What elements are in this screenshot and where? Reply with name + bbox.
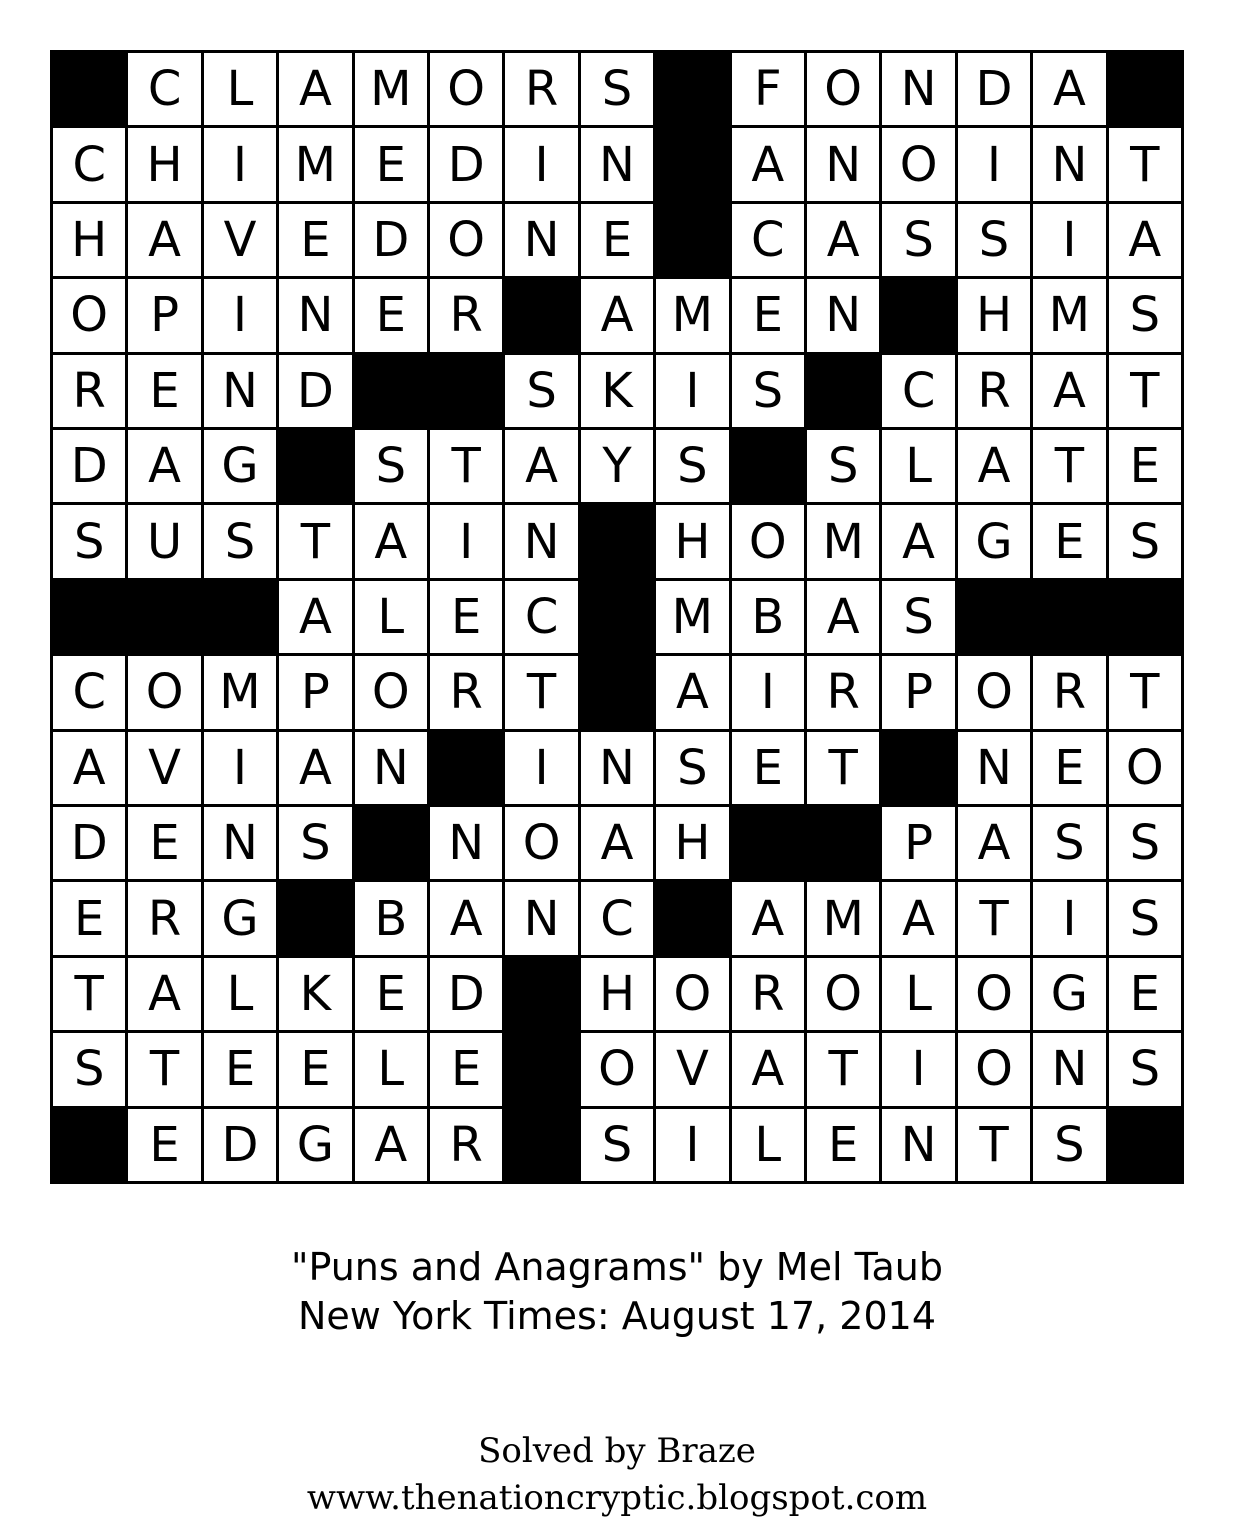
grid-cell[interactable]: I [882, 1033, 954, 1105]
grid-cell[interactable]: P [882, 656, 954, 728]
grid-cell[interactable]: T [958, 1109, 1030, 1181]
grid-cell[interactable]: R [505, 53, 577, 125]
grid-cell[interactable]: N [882, 1109, 954, 1181]
grid-block [656, 882, 728, 954]
grid-block [279, 882, 351, 954]
grid-cell[interactable]: N [581, 732, 653, 804]
grid-cell[interactable]: D [204, 1109, 276, 1181]
grid-cell[interactable]: I [1033, 204, 1105, 276]
grid-cell[interactable]: N [505, 204, 577, 276]
grid-cell[interactable]: A [505, 430, 577, 502]
grid-cell[interactable]: L [732, 1109, 804, 1181]
crossword-grid-container [50, 50, 1184, 1184]
grid-cell[interactable]: O [958, 656, 1030, 728]
grid-block [581, 656, 653, 728]
grid-cell[interactable]: T [807, 732, 879, 804]
grid-cell[interactable]: E [128, 355, 200, 427]
grid-cell[interactable]: O [882, 128, 954, 200]
grid-block [656, 128, 728, 200]
grid-cell[interactable]: M [807, 882, 879, 954]
grid-cell[interactable]: E [1109, 958, 1181, 1030]
grid-cell[interactable]: R [1033, 656, 1105, 728]
grid-cell[interactable]: N [355, 732, 427, 804]
grid-cell[interactable]: A [732, 128, 804, 200]
grid-cell[interactable]: E [53, 882, 125, 954]
grid-cell[interactable]: M [656, 279, 728, 351]
grid-cell[interactable]: D [53, 430, 125, 502]
grid-cell[interactable]: T [958, 882, 1030, 954]
grid-cell[interactable]: E [204, 1033, 276, 1105]
grid-cell[interactable]: T [128, 1033, 200, 1105]
grid-cell[interactable]: O [807, 958, 879, 1030]
grid-cell[interactable]: O [958, 1033, 1030, 1105]
grid-cell[interactable]: D [53, 807, 125, 879]
grid-cell[interactable]: O [958, 958, 1030, 1030]
grid-cell[interactable]: O [581, 1033, 653, 1105]
grid-block [204, 581, 276, 653]
grid-cell[interactable]: R [732, 958, 804, 1030]
grid-cell[interactable]: N [204, 807, 276, 879]
grid-cell[interactable]: B [355, 882, 427, 954]
grid-cell[interactable]: S [355, 430, 427, 502]
grid-cell[interactable]: A [355, 505, 427, 577]
grid-block [732, 430, 804, 502]
puzzle-title: "Puns and Anagrams" by Mel Taub [290, 1245, 943, 1289]
grid-cell[interactable]: R [430, 279, 502, 351]
grid-cell[interactable]: E [1033, 732, 1105, 804]
grid-cell[interactable]: D [958, 53, 1030, 125]
solver-credit: Solved by Braze [478, 1431, 756, 1471]
grid-cell[interactable]: T [1033, 430, 1105, 502]
grid-cell[interactable]: S [882, 581, 954, 653]
grid-cell[interactable]: N [430, 807, 502, 879]
grid-cell[interactable]: M [355, 53, 427, 125]
grid-cell[interactable]: E [1033, 505, 1105, 577]
grid-cell[interactable]: K [581, 355, 653, 427]
grid-block [355, 807, 427, 879]
grid-cell[interactable]: C [128, 53, 200, 125]
grid-cell[interactable]: S [1109, 807, 1181, 879]
grid-cell[interactable]: S [807, 430, 879, 502]
grid-cell[interactable]: I [656, 1109, 728, 1181]
grid-cell[interactable]: S [505, 355, 577, 427]
grid-block [1109, 1109, 1181, 1181]
grid-cell[interactable]: Y [581, 430, 653, 502]
grid-cell[interactable]: R [53, 355, 125, 427]
grid-cell[interactable]: A [732, 882, 804, 954]
grid-block [53, 581, 125, 653]
grid-cell[interactable]: H [128, 128, 200, 200]
grid-cell[interactable]: S [581, 53, 653, 125]
grid-block [1109, 53, 1181, 125]
grid-cell[interactable]: O [128, 656, 200, 728]
grid-cell[interactable]: T [1109, 128, 1181, 200]
grid-cell[interactable]: E [807, 1109, 879, 1181]
grid-cell[interactable]: A [656, 656, 728, 728]
grid-cell[interactable]: A [958, 430, 1030, 502]
grid-cell[interactable]: T [279, 505, 351, 577]
grid-block [807, 355, 879, 427]
grid-cell[interactable]: A [958, 807, 1030, 879]
grid-cell[interactable]: E [355, 128, 427, 200]
grid-cell[interactable]: A [1109, 204, 1181, 276]
grid-cell[interactable]: M [279, 128, 351, 200]
grid-cell[interactable]: R [807, 656, 879, 728]
grid-cell[interactable]: N [505, 882, 577, 954]
grid-cell[interactable]: E [732, 279, 804, 351]
grid-block [430, 355, 502, 427]
grid-cell[interactable]: E [279, 204, 351, 276]
grid-cell[interactable]: T [505, 656, 577, 728]
grid-cell[interactable]: L [355, 581, 427, 653]
grid-cell[interactable]: G [204, 430, 276, 502]
grid-block [882, 279, 954, 351]
grid-cell[interactable]: E [430, 1033, 502, 1105]
grid-cell[interactable]: A [807, 204, 879, 276]
grid-block [53, 53, 125, 125]
grid-cell[interactable]: N [279, 279, 351, 351]
grid-cell[interactable]: C [882, 355, 954, 427]
grid-cell[interactable]: O [656, 958, 728, 1030]
crossword-grid[interactable] [53, 53, 1181, 1181]
grid-cell[interactable]: O [355, 656, 427, 728]
grid-cell[interactable]: L [204, 958, 276, 1030]
grid-cell[interactable]: L [204, 53, 276, 125]
grid-block [1109, 581, 1181, 653]
grid-cell[interactable]: O [807, 53, 879, 125]
grid-cell[interactable]: A [279, 581, 351, 653]
grid-block [505, 958, 577, 1030]
grid-block [732, 807, 804, 879]
grid-cell[interactable]: M [204, 656, 276, 728]
grid-cell[interactable]: N [1033, 128, 1105, 200]
grid-cell[interactable]: L [882, 430, 954, 502]
grid-cell[interactable]: R [128, 882, 200, 954]
grid-cell[interactable]: A [581, 807, 653, 879]
grid-cell[interactable]: N [505, 505, 577, 577]
grid-cell[interactable]: O [505, 807, 577, 879]
grid-cell[interactable]: V [656, 1033, 728, 1105]
grid-cell[interactable]: A [807, 581, 879, 653]
grid-cell[interactable]: S [1109, 279, 1181, 351]
grid-cell[interactable]: N [807, 128, 879, 200]
grid-cell[interactable]: E [430, 581, 502, 653]
grid-cell[interactable]: A [355, 1109, 427, 1181]
grid-cell[interactable]: G [958, 505, 1030, 577]
grid-cell[interactable]: N [807, 279, 879, 351]
grid-cell[interactable]: H [656, 505, 728, 577]
grid-cell[interactable]: A [581, 279, 653, 351]
grid-cell[interactable]: A [279, 732, 351, 804]
grid-block [355, 355, 427, 427]
grid-block [882, 732, 954, 804]
grid-cell[interactable]: C [505, 581, 577, 653]
grid-cell[interactable]: N [958, 732, 1030, 804]
grid-cell[interactable]: O [430, 53, 502, 125]
grid-cell[interactable]: M [1033, 279, 1105, 351]
grid-cell[interactable]: A [1033, 53, 1105, 125]
grid-cell[interactable]: H [958, 279, 1030, 351]
grid-block [505, 279, 577, 351]
grid-cell[interactable]: T [807, 1033, 879, 1105]
grid-cell[interactable]: A [882, 882, 954, 954]
grid-cell[interactable]: S [204, 505, 276, 577]
grid-cell[interactable]: O [1109, 732, 1181, 804]
grid-cell[interactable]: V [128, 732, 200, 804]
grid-block [656, 204, 728, 276]
grid-cell[interactable]: O [732, 505, 804, 577]
grid-cell[interactable]: N [882, 53, 954, 125]
grid-cell[interactable]: B [732, 581, 804, 653]
grid-cell[interactable]: A [279, 53, 351, 125]
grid-cell[interactable]: G [279, 1109, 351, 1181]
grid-cell[interactable]: F [732, 53, 804, 125]
grid-cell[interactable]: H [53, 204, 125, 276]
grid-cell[interactable]: H [581, 958, 653, 1030]
grid-cell[interactable]: A [430, 882, 502, 954]
grid-cell[interactable]: S [581, 1109, 653, 1181]
grid-cell[interactable]: O [53, 279, 125, 351]
grid-cell[interactable]: A [732, 1033, 804, 1105]
grid-cell[interactable]: M [656, 581, 728, 653]
grid-block [128, 581, 200, 653]
grid-cell[interactable]: S [656, 732, 728, 804]
grid-cell[interactable]: E [355, 279, 427, 351]
grid-cell[interactable]: I [958, 128, 1030, 200]
grid-cell[interactable]: S [882, 204, 954, 276]
grid-cell[interactable]: L [882, 958, 954, 1030]
grid-cell[interactable]: R [958, 355, 1030, 427]
grid-cell[interactable]: K [279, 958, 351, 1030]
grid-block [807, 807, 879, 879]
grid-block [505, 1033, 577, 1105]
grid-cell[interactable]: S [53, 505, 125, 577]
grid-cell[interactable]: D [430, 128, 502, 200]
grid-block [656, 53, 728, 125]
grid-cell[interactable]: I [505, 732, 577, 804]
grid-block [581, 505, 653, 577]
grid-cell[interactable]: O [430, 204, 502, 276]
grid-cell[interactable]: A [1033, 355, 1105, 427]
grid-cell[interactable]: S [1109, 505, 1181, 577]
grid-cell[interactable]: D [430, 958, 502, 1030]
grid-cell[interactable]: I [732, 656, 804, 728]
grid-cell[interactable]: P [128, 279, 200, 351]
grid-block [430, 732, 502, 804]
grid-cell[interactable]: S [53, 1033, 125, 1105]
grid-cell[interactable]: E [279, 1033, 351, 1105]
grid-cell[interactable]: E [128, 807, 200, 879]
grid-block [279, 430, 351, 502]
grid-cell[interactable]: C [581, 882, 653, 954]
grid-cell[interactable]: I [204, 128, 276, 200]
grid-cell[interactable]: I [656, 355, 728, 427]
grid-cell[interactable]: A [128, 430, 200, 502]
grid-cell[interactable]: A [128, 958, 200, 1030]
grid-cell[interactable]: T [53, 958, 125, 1030]
grid-cell[interactable]: H [656, 807, 728, 879]
grid-cell[interactable]: I [505, 128, 577, 200]
grid-cell[interactable]: S [656, 430, 728, 502]
puzzle-source: New York Times: August 17, 2014 [297, 1293, 937, 1338]
grid-cell[interactable]: D [279, 355, 351, 427]
grid-cell[interactable]: R [430, 1109, 502, 1181]
grid-cell[interactable]: T [1109, 355, 1181, 427]
grid-cell[interactable]: A [882, 505, 954, 577]
puzzle-caption [0, 1245, 1234, 1339]
grid-cell[interactable]: T [430, 430, 502, 502]
grid-cell[interactable]: S [1033, 807, 1105, 879]
grid-cell[interactable]: M [807, 505, 879, 577]
grid-cell[interactable]: S [1109, 882, 1181, 954]
grid-cell[interactable]: C [53, 656, 125, 728]
grid-cell[interactable]: C [732, 204, 804, 276]
grid-cell[interactable]: S [279, 807, 351, 879]
grid-cell[interactable]: E [732, 732, 804, 804]
grid-cell[interactable]: E [1109, 430, 1181, 502]
grid-cell[interactable]: R [430, 656, 502, 728]
grid-block [53, 1109, 125, 1181]
grid-cell[interactable]: D [355, 204, 427, 276]
grid-cell[interactable]: S [958, 204, 1030, 276]
grid-cell[interactable]: C [53, 128, 125, 200]
grid-cell[interactable]: I [204, 732, 276, 804]
grid-block [505, 1109, 577, 1181]
grid-cell[interactable]: A [53, 732, 125, 804]
grid-block [581, 581, 653, 653]
grid-cell[interactable]: S [1033, 1109, 1105, 1181]
grid-cell[interactable]: G [1033, 958, 1105, 1030]
grid-cell[interactable]: N [204, 355, 276, 427]
grid-cell[interactable]: P [279, 656, 351, 728]
credits [0, 1430, 1234, 1519]
grid-cell[interactable]: U [128, 505, 200, 577]
grid-cell[interactable]: I [204, 279, 276, 351]
grid-cell[interactable]: G [204, 882, 276, 954]
grid-block [958, 581, 1030, 653]
grid-cell[interactable]: N [1033, 1033, 1105, 1105]
grid-cell[interactable]: T [1109, 656, 1181, 728]
grid-block [1033, 581, 1105, 653]
blog-url: www.thenationcryptic.blogspot.com [306, 1477, 928, 1518]
grid-cell[interactable]: P [882, 807, 954, 879]
grid-cell[interactable]: I [1033, 882, 1105, 954]
grid-cell[interactable]: E [355, 958, 427, 1030]
grid-cell[interactable]: I [430, 505, 502, 577]
grid-cell[interactable]: S [1109, 1033, 1181, 1105]
grid-cell[interactable]: V [204, 204, 276, 276]
grid-cell[interactable]: N [581, 128, 653, 200]
grid-cell[interactable]: L [355, 1033, 427, 1105]
grid-cell[interactable]: A [128, 204, 200, 276]
grid-cell[interactable]: E [128, 1109, 200, 1181]
grid-cell[interactable]: E [581, 204, 653, 276]
grid-cell[interactable]: S [732, 355, 804, 427]
